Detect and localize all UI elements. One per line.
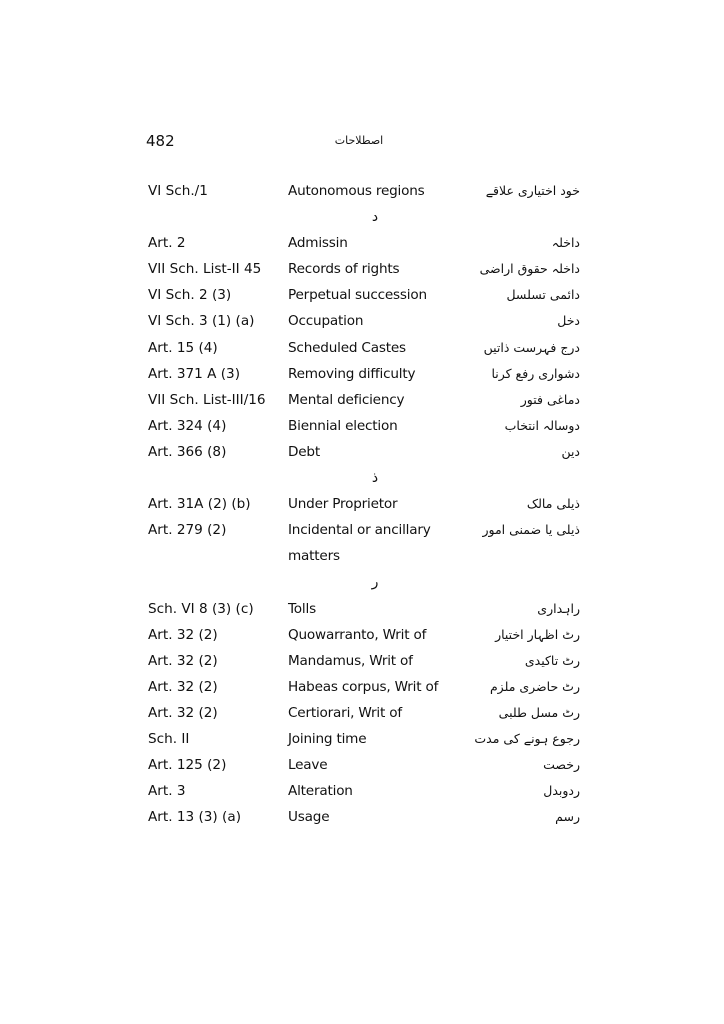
article-reference: Art. 371 A (3) <box>148 365 241 382</box>
section-letter: د <box>371 209 379 226</box>
urdu-term: درج فہرست ذاتیں <box>483 339 580 355</box>
glossary-entry <box>148 361 588 387</box>
glossary-entry <box>148 387 588 413</box>
urdu-term: رٹ اظہار اختیار <box>495 626 580 642</box>
english-term: Certiorari, Writ of <box>288 704 402 721</box>
english-term: Incidental or ancillary <box>288 522 431 539</box>
section-letter: ذ <box>371 470 379 487</box>
glossary-entry <box>148 622 588 648</box>
english-term: Mandamus, Writ of <box>288 652 413 669</box>
article-reference: Art. 2 <box>148 235 186 252</box>
urdu-term: رخصت <box>543 757 580 773</box>
urdu-term: داخلہ <box>551 235 580 251</box>
article-reference: VI Sch. 3 (1) (a) <box>148 313 255 330</box>
article-reference: Art. 32 (2) <box>148 704 218 721</box>
urdu-term: دشواری رفع کرنا <box>491 365 580 381</box>
urdu-term: دماغی فتور <box>520 391 580 407</box>
glossary-table <box>148 178 588 830</box>
urdu-term: دائمی تسلسل <box>506 287 580 303</box>
english-term: Habeas corpus, Writ of <box>288 678 439 695</box>
urdu-term: دین <box>561 443 580 459</box>
glossary-entry <box>148 413 588 439</box>
article-reference: Art. 125 (2) <box>148 757 227 774</box>
page-number: 482 <box>146 132 175 150</box>
glossary-entry <box>148 700 588 726</box>
article-reference: Art. 279 (2) <box>148 522 227 539</box>
section-heading <box>148 569 588 595</box>
urdu-term: دخل <box>557 313 580 329</box>
article-reference: Sch. VI 8 (3) (c) <box>148 600 254 617</box>
urdu-term: راہداری <box>537 600 580 616</box>
urdu-term: دوسالہ انتخاب <box>504 417 580 433</box>
article-reference: Art. 32 (2) <box>148 678 218 695</box>
glossary-entry <box>148 804 588 830</box>
urdu-term: رٹ مسل طلبی <box>498 704 580 720</box>
english-term: Debt <box>288 443 320 460</box>
english-term: Quowarranto, Writ of <box>288 626 427 643</box>
glossary-entry <box>148 517 588 543</box>
article-reference: Art. 31A (2) (b) <box>148 496 251 513</box>
english-term: Tolls <box>288 600 316 617</box>
urdu-term: ذیلی مالک <box>526 496 580 512</box>
article-reference: Art. 32 (2) <box>148 652 218 669</box>
english-term: Under Proprietor <box>288 496 398 513</box>
english-term: Records of rights <box>288 261 400 278</box>
glossary-entry <box>148 439 588 465</box>
glossary-entry <box>148 335 588 361</box>
glossary-entry <box>148 282 588 308</box>
section-heading <box>148 465 588 491</box>
urdu-term: رٹ حاضری ملزم <box>489 678 580 694</box>
english-term: Leave <box>288 757 328 774</box>
glossary-entry <box>148 596 588 622</box>
english-term: Alteration <box>288 783 353 800</box>
english-term: Joining time <box>288 730 367 747</box>
urdu-term: رسم <box>555 809 580 825</box>
english-term: Usage <box>288 809 330 826</box>
running-head: اصطلاحات <box>334 134 384 147</box>
english-term: Admissin <box>288 235 348 252</box>
english-term: Perpetual succession <box>288 287 427 304</box>
english-term: matters <box>288 548 340 565</box>
article-reference: VII Sch. List-III/16 <box>148 391 266 408</box>
glossary-entry <box>148 178 588 204</box>
glossary-entry <box>148 230 588 256</box>
entry-continuation <box>148 543 588 569</box>
glossary-entry <box>148 256 588 282</box>
english-term: Occupation <box>288 313 364 330</box>
glossary-entry <box>148 726 588 752</box>
article-reference: Art. 13 (3) (a) <box>148 809 241 826</box>
glossary-entry <box>148 778 588 804</box>
english-term: Mental deficiency <box>288 391 405 408</box>
english-term: Biennial election <box>288 417 398 434</box>
article-reference: Art. 32 (2) <box>148 626 218 643</box>
english-term: Autonomous regions <box>288 183 425 199</box>
article-reference: VI Sch. 2 (3) <box>148 287 232 304</box>
article-reference: Art. 366 (8) <box>148 443 227 460</box>
article-reference: VII Sch. List-II 45 <box>148 261 262 278</box>
urdu-term: ذیلی یا ضمنی امور <box>482 522 580 538</box>
section-letter: ر <box>371 574 379 591</box>
english-term: Removing difficulty <box>288 365 416 382</box>
urdu-term: داخلہ حقوق اراضی <box>479 261 580 277</box>
glossary-entry <box>148 674 588 700</box>
glossary-entry <box>148 308 588 334</box>
glossary-entry <box>148 752 588 778</box>
article-reference: Art. 15 (4) <box>148 339 218 356</box>
section-heading <box>148 204 588 230</box>
urdu-term: خود اختیاری علاقے <box>485 183 580 198</box>
article-reference: Art. 3 <box>148 783 186 800</box>
urdu-term: رٹ تاکیدی <box>524 652 580 668</box>
article-reference: Sch. II <box>148 730 190 747</box>
glossary-entry <box>148 648 588 674</box>
urdu-term: ردوبدل <box>543 783 580 799</box>
english-term: Scheduled Castes <box>288 339 406 356</box>
glossary-entry <box>148 491 588 517</box>
urdu-term: رجوع ہونے کی مدت <box>474 730 580 746</box>
article-reference: Art. 324 (4) <box>148 417 227 434</box>
article-reference: VI Sch./1 <box>148 183 208 199</box>
